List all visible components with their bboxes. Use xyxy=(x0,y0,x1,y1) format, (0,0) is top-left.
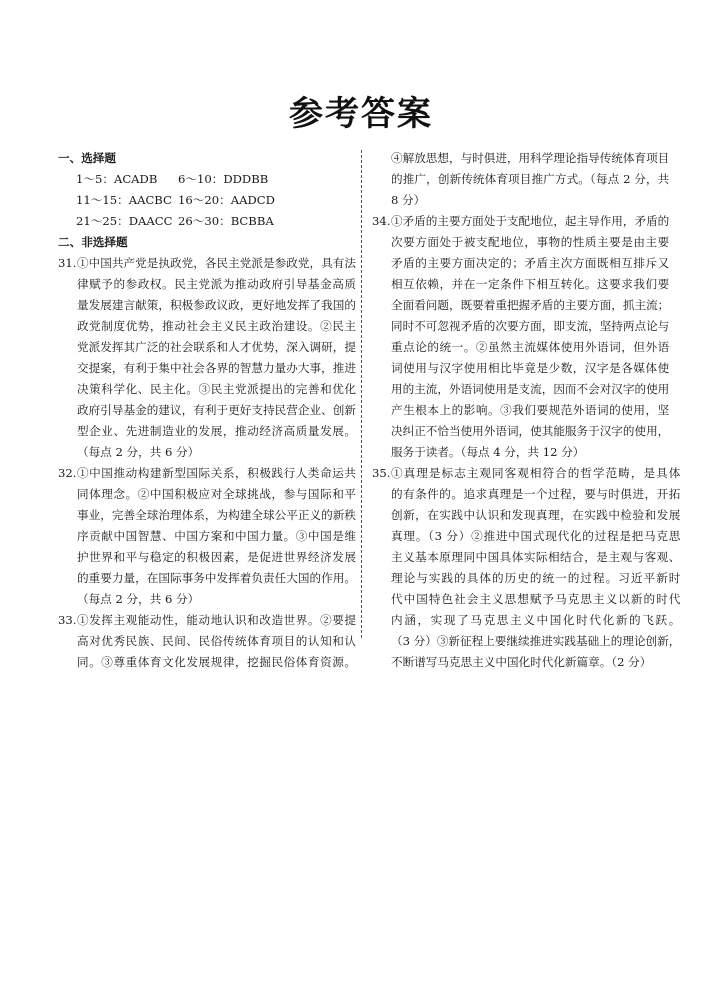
question-31 xyxy=(58,253,356,463)
question-number: 35. xyxy=(372,466,391,480)
answer-group: 26～30：BCBBA xyxy=(178,214,274,228)
answer-line: ①中国共产党是执政党，各民主党派是参政党，具有法 xyxy=(77,256,356,270)
answer-line: 决策科学化、民主化。③民主党派提出的完善和优化 xyxy=(77,382,356,396)
answer-line: 产生根本上的影响。③我们要规范外语词的使用，坚 xyxy=(391,403,670,417)
answer-line: 同体理念。②中国积极应对全球挑战，参与国际和平 xyxy=(77,487,356,501)
question-number: 34. xyxy=(372,214,391,228)
answer-line: ①真理是标志主观同客观相符合的哲学范畴，是具体 xyxy=(391,466,681,480)
answer-group: 11～15：AACBC xyxy=(76,193,172,207)
answer-line: 次要方面处于被支配地位，事物的性质主要是由主要 xyxy=(391,235,670,249)
right-column xyxy=(372,148,681,673)
answer-group: 6～10：DDDBB xyxy=(178,172,269,186)
answer-line: 型企业、先进制造业的发展，推动经济高质量发展。 xyxy=(77,424,356,438)
question-33 xyxy=(58,610,356,673)
answer-group: 1～5：ACADB xyxy=(76,172,158,186)
answer-line: 真理。（3 分）②推进中国式现代化的过程是把马克思 xyxy=(391,529,681,543)
answer-line: （每点 2 分，共 6 分） xyxy=(77,592,200,606)
answer-row xyxy=(58,211,356,232)
answer-line: （3 分）③新征程上要继续推进实践基础上的理论创新， xyxy=(391,634,681,648)
answer-line: 的有条件的。追求真理是一个过程，要与时俱进，开拓 xyxy=(391,487,681,501)
answer-line: 主义基本原理同中国具体实际相结合，是主观与客观、 xyxy=(391,550,681,564)
answer-line: （每点 2 分，共 6 分） xyxy=(77,445,200,459)
answer-line: 事业，完善全球治理体系，为构建全球公平正义的新秩 xyxy=(77,508,356,522)
question-answer xyxy=(77,253,356,463)
answer-line: ①中国推动构建新型国际关系，积极践行人类命运共 xyxy=(77,466,356,480)
question-34 xyxy=(372,211,670,463)
answer-line: 不断谱写马克思主义中国化时代化新篇章。（2 分） xyxy=(391,655,652,669)
question-number: 33. xyxy=(58,613,77,627)
answer-line: 的重要力量，在国际事务中发挥着负责任大国的作用。 xyxy=(77,571,356,585)
answer-line: 政党制度优势，推动社会主义民主政治建设。②民主 xyxy=(77,319,356,333)
answer-line: 8 分） xyxy=(391,193,426,207)
answer-line: 高对优秀民族、民间、民俗传统体育项目的认知和认 xyxy=(77,634,356,648)
answer-line: 党派发挥其广泛的社会联系和人才优势，深入调研，提 xyxy=(77,340,356,354)
answer-line: 代中国特色社会主义思想赋予马克思主义以新的时代 xyxy=(391,592,681,606)
answer-line: 律赋予的参政权。民主党派为推动政府引导基金高质 xyxy=(77,277,356,291)
answer-line: 量发展建言献策，积极参政议政，更好地发挥了我国的 xyxy=(77,298,356,312)
answer-line: ①发挥主观能动性，能动地认识和改造世界。②要提 xyxy=(77,613,356,627)
section-heading-essay: 二、非选择题 xyxy=(58,235,128,249)
question-answer xyxy=(391,463,680,673)
answer-line: 护世界和平与稳定的积极因素，是促进世界经济发展 xyxy=(77,550,356,564)
answer-line: 决纠正不恰当使用外语词，使其能服务于汉字的使用， xyxy=(391,424,670,438)
answer-line: 序贡献中国智慧、中国方案和中国力量。③中国是维 xyxy=(77,529,356,543)
answer-line: 服务于读者。（每点 4 分，共 12 分） xyxy=(391,445,585,459)
question-answer xyxy=(391,148,669,211)
answer-line: 相互依赖，并在一定条件下相互转化。这要求我们要 xyxy=(391,277,670,291)
answer-line: 的推广，创新传统体育项目推广方式。（每点 2 分，共 xyxy=(391,172,670,186)
question-answer xyxy=(391,211,669,463)
answer-line: 内涵，实现了马克思主义中国化时代化新的飞跃。 xyxy=(391,613,681,627)
answer-line: 重点论的统一。②虽然主流媒体使用外语词，但外语 xyxy=(391,340,670,354)
answer-line: 词使用与汉字使用相比毕竟是少数，汉字是各媒体使 xyxy=(391,361,670,375)
question-number: 31. xyxy=(58,256,77,270)
answer-line: 同。③尊重体育文化发展规律，挖掘民俗体育资源。 xyxy=(77,655,356,669)
answer-line: 理论与实践的具体的历史的统一的过程。习近平新时 xyxy=(391,571,681,585)
section-heading-choice: 一、选择题 xyxy=(58,151,116,165)
left-column xyxy=(58,148,356,673)
answer-line: ④解放思想，与时俱进，用科学理论指导传统体育项目 xyxy=(391,151,670,165)
page-title: 参考答案 xyxy=(289,94,433,134)
answer-group: 16～20：AADCD xyxy=(178,193,275,207)
question-number: 32. xyxy=(58,466,77,480)
answer-line: 创新，在实践中认识和发现真理，在实践中检验和发展 xyxy=(391,508,681,522)
question-35 xyxy=(372,463,681,673)
answer-row xyxy=(58,190,356,211)
answer-row xyxy=(58,169,356,190)
answer-line: 矛盾的主要方面决定的；矛盾主次方面既相互排斥又 xyxy=(391,256,670,270)
column-divider xyxy=(361,150,362,638)
question-33-continued xyxy=(372,148,670,211)
answer-line: 交提案，有利于集中社会各界的智慧力量办大事，推进 xyxy=(77,361,356,375)
answer-group: 21～25：DAACC xyxy=(76,214,173,228)
answer-line: 政府引导基金的建议，有利于更好支持民营企业、创新 xyxy=(77,403,356,417)
answer-line: ①矛盾的主要方面处于支配地位，起主导作用，矛盾的 xyxy=(391,214,670,228)
question-answer xyxy=(77,463,356,610)
answer-line: 用的主流，外语词使用是支流，因而不会对汉字的使用 xyxy=(391,382,670,396)
question-answer xyxy=(77,610,356,673)
answer-line: 全面看问题，既要着重把握矛盾的主要方面，抓主流； xyxy=(391,298,670,312)
question-32 xyxy=(58,463,356,610)
answer-line: 同时不可忽视矛盾的次要方面，即支流，坚持两点论与 xyxy=(391,319,670,333)
